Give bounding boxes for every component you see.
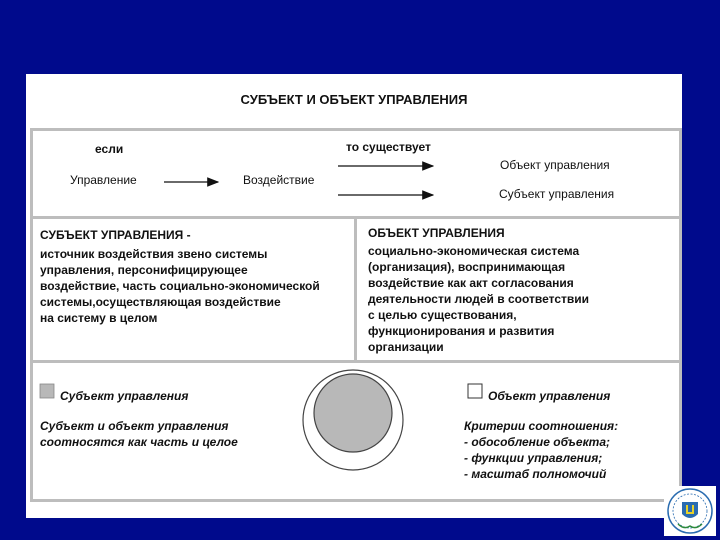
impact-label: Воздействие — [243, 173, 315, 187]
object-box-heading: ОБЪЕКТ УПРАВЛЕНИЯ — [368, 226, 505, 240]
if-label: если — [95, 142, 124, 156]
subject-line: источник воздействия звено системы — [40, 247, 268, 261]
object-label: Объект управления — [500, 158, 610, 172]
subject-circle — [314, 374, 392, 452]
object-line: социально-экономическая система — [368, 244, 580, 258]
slide-title: СУБЪЕКТ И ОБЪЕКТ УПРАВЛЕНИЯ — [240, 92, 468, 107]
subject-line: управления, персонифицирующее — [40, 263, 248, 277]
subject-label: Субъект управления — [499, 187, 615, 201]
relation-text — [40, 418, 238, 450]
object-legend-label: Объект управления — [488, 389, 611, 403]
subject-line: системы,осуществляющая воздействие — [40, 295, 281, 309]
criteria-line: - обособление объекта; — [464, 435, 610, 449]
emblem-graphic — [664, 486, 716, 536]
subject-box-text — [40, 246, 320, 326]
object-line: деятельности людей в соответствии — [368, 292, 589, 306]
relation-line: соотносятся как часть и целое — [40, 435, 238, 449]
object-line: с целью существования, — [368, 308, 517, 322]
subject-legend-label: Субъект управления — [60, 389, 189, 403]
subject-line: воздействие, часть социально-экономической — [40, 279, 320, 293]
object-line: (организация), воспринимающая — [368, 260, 566, 274]
subject-legend-square — [40, 384, 54, 398]
subject-line: на систему в целом — [40, 311, 158, 325]
criteria-line: - масштаб полномочий — [464, 467, 607, 481]
object-line: воздействие как акт согласования — [368, 276, 574, 290]
object-line: функционирования и развития — [368, 324, 555, 338]
object-legend-square — [468, 384, 482, 398]
control-label: Управление — [70, 173, 137, 187]
criteria-line: - функции управления; — [464, 451, 603, 465]
criteria-text — [464, 418, 618, 482]
relation-line: Субъект и объект управления — [40, 419, 229, 433]
university-emblem-logo — [664, 486, 716, 536]
object-line: организации — [368, 340, 444, 354]
object-box-text — [368, 243, 589, 355]
then-label: то существует — [346, 140, 431, 154]
criteria-line: Критерии соотношения: — [464, 419, 619, 433]
subject-box-heading: СУБЪЕКТ УПРАВЛЕНИЯ - — [40, 228, 191, 242]
